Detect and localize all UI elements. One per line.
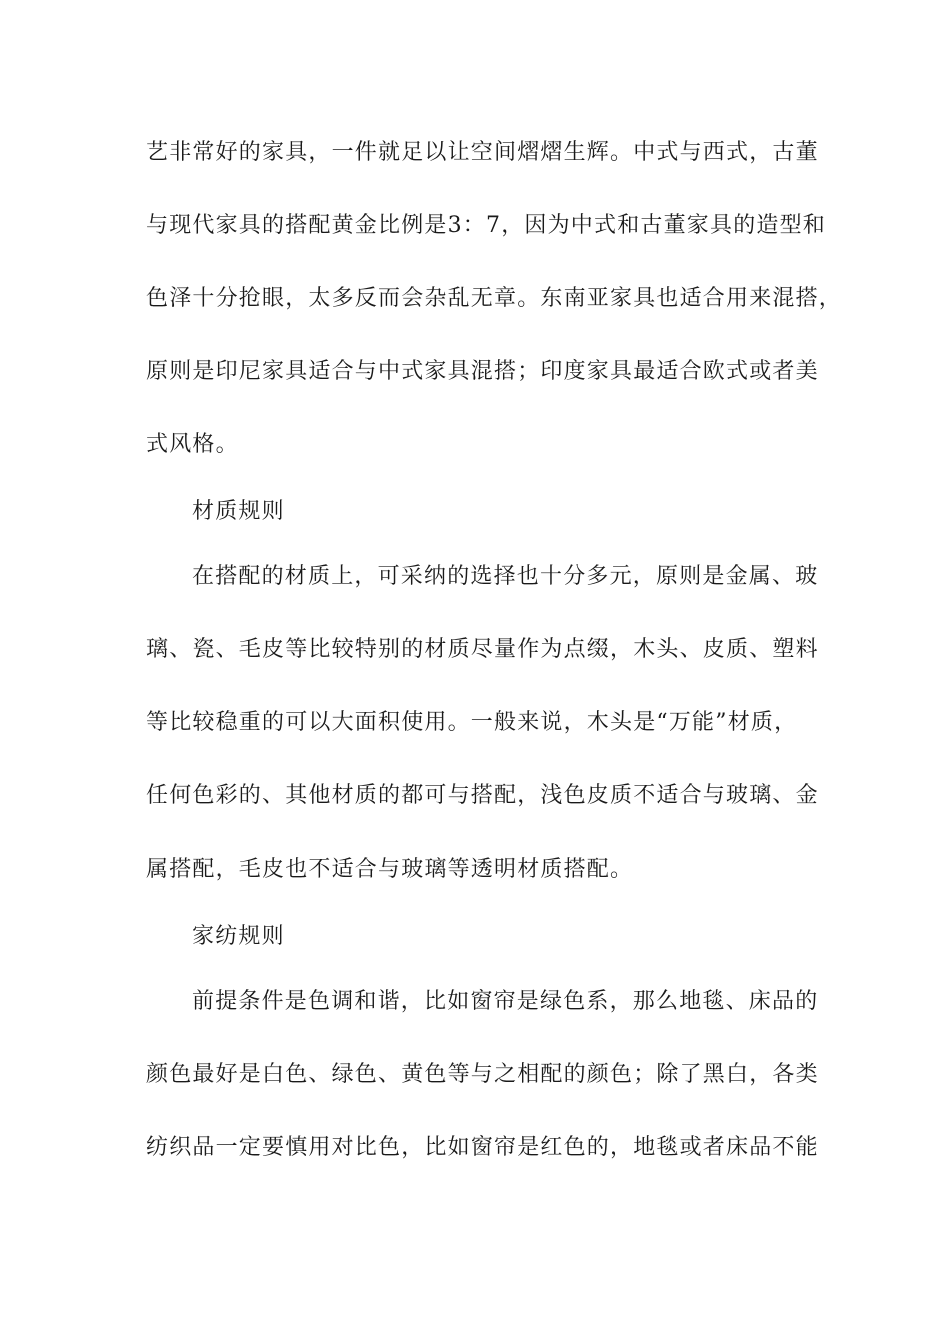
paragraph-line: 在搭配的材质上，可采纳的选择也十分多元，原则是金属、玻 xyxy=(192,564,819,589)
section-heading-textile: 家纺规则 xyxy=(192,924,285,949)
paragraph-line: 式风格。 xyxy=(146,432,239,457)
paragraph-line: 等比较稳重的可以大面积使用。一般来说，木头是“万能”材质， xyxy=(146,710,798,735)
paragraph-line: 与现代家具的搭配黄金比例是3：7，因为中式和古董家具的造型和 xyxy=(146,213,826,238)
paragraph-line: 属搭配，毛皮也不适合与玻璃等透明材质搭配。 xyxy=(146,857,634,882)
paragraph-line: 色泽十分抢眼，太多反而会杂乱无章。东南亚家具也适合用来混搭， xyxy=(146,286,843,311)
paragraph-line: 艺非常好的家具，一件就足以让空间熠熠生辉。中式与西式，古董 xyxy=(146,140,819,165)
section-heading-material: 材质规则 xyxy=(192,499,285,524)
paragraph-line: 璃、瓷、毛皮等比较特别的材质尽量作为点缀，木头、皮质、塑料 xyxy=(146,637,819,662)
paragraph-line: 纺织品一定要慎用对比色，比如窗帘是红色的，地毯或者床品不能 xyxy=(146,1135,819,1160)
paragraph-line: 颜色最好是白色、绿色、黄色等与之相配的颜色；除了黑白，各类 xyxy=(146,1062,819,1087)
paragraph-line: 任何色彩的、其他材质的都可与搭配，浅色皮质不适合与玻璃、金 xyxy=(146,783,819,808)
paragraph-line: 原则是印尼家具适合与中式家具混搭；印度家具最适合欧式或者美 xyxy=(146,359,819,384)
paragraph-line: 前提条件是色调和谐，比如窗帘是绿色系，那么地毯、床品的 xyxy=(192,989,819,1014)
